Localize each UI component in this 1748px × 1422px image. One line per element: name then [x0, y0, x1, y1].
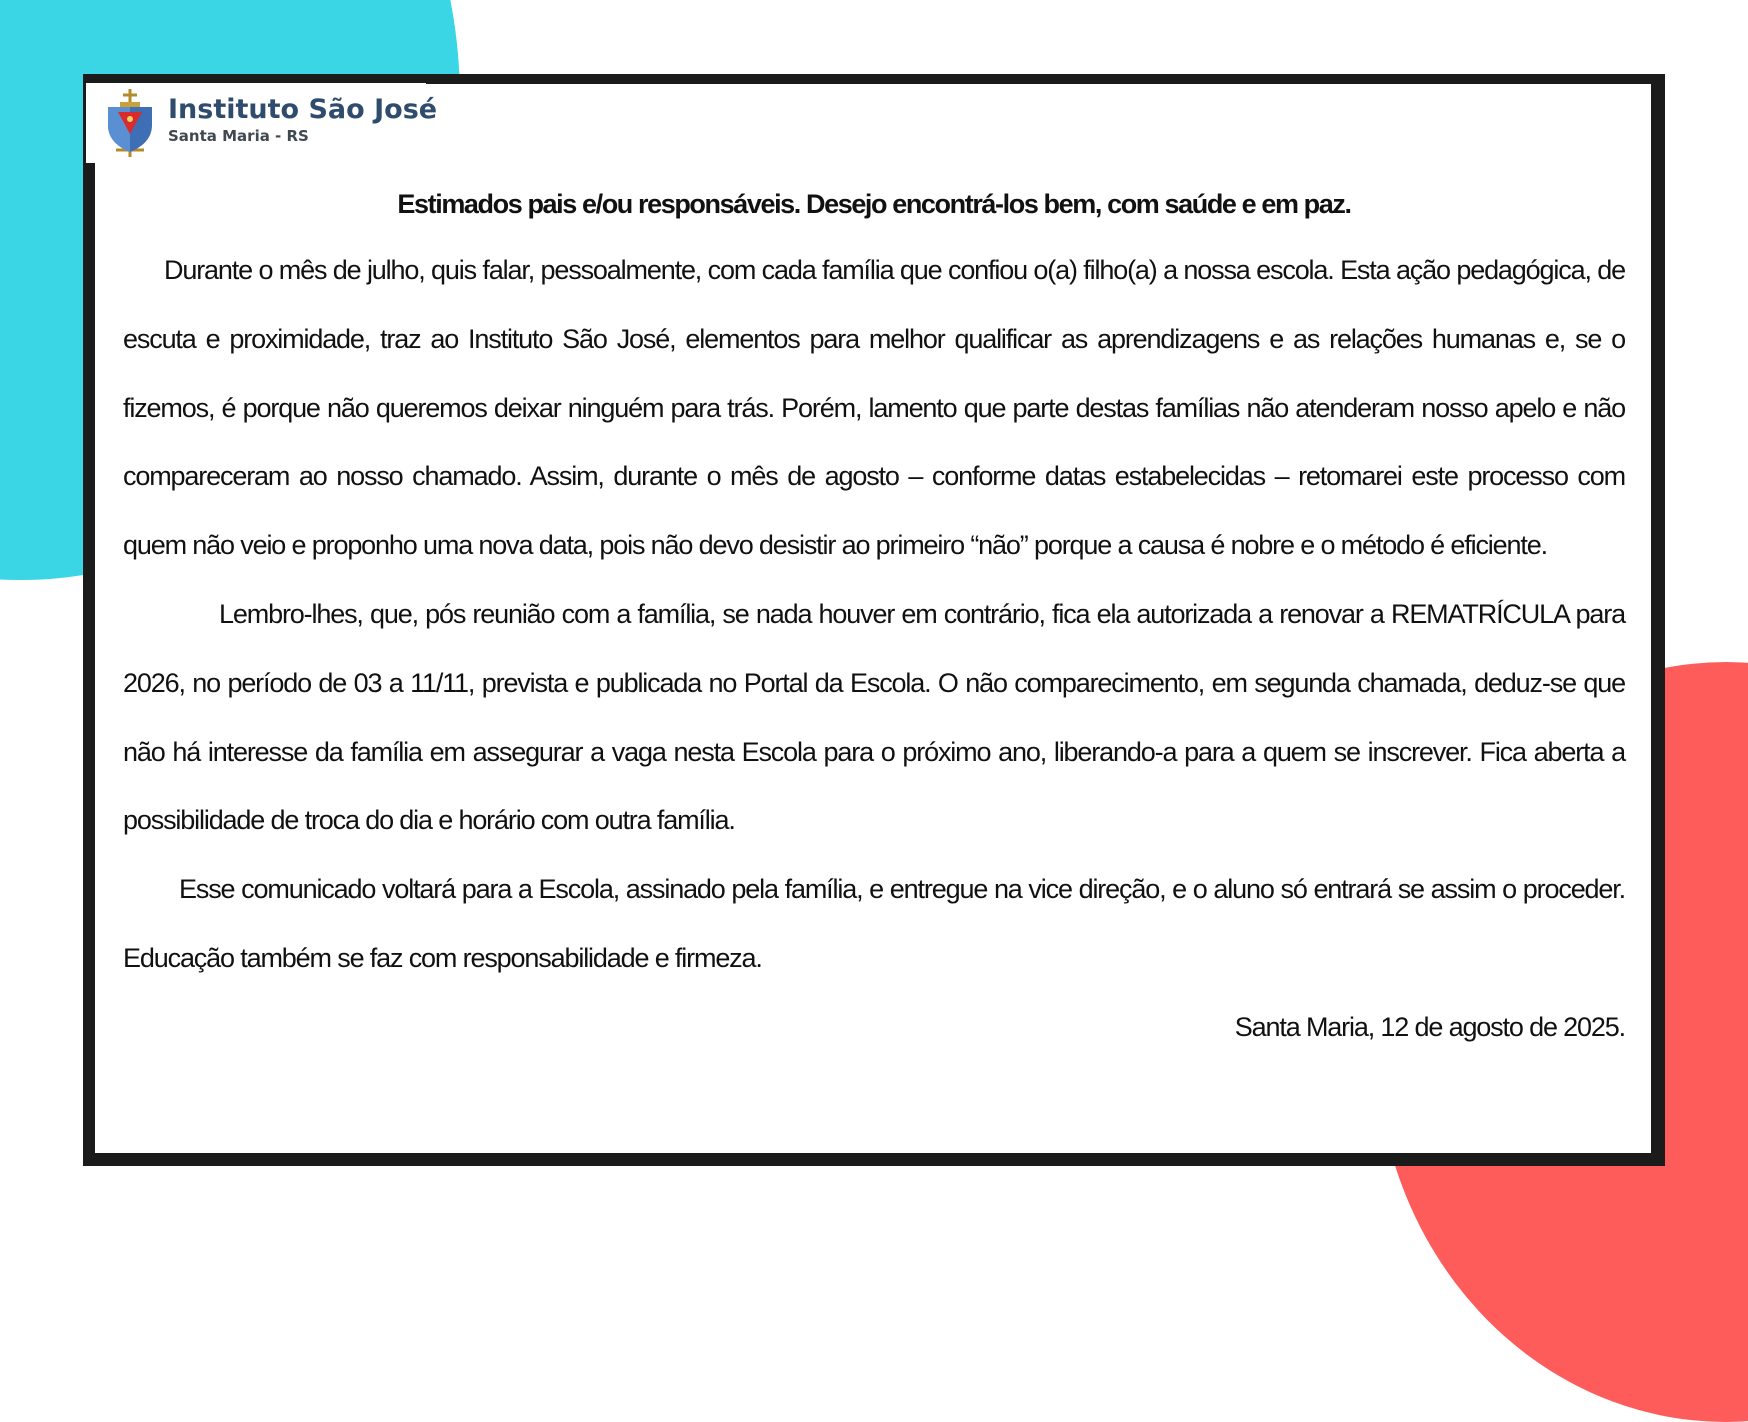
letter-body	[123, 178, 1625, 1062]
letter-paragraph-3: Esse comunicado voltará para a Escola, assinado pela família, e entregue na vice direção, e o aluno só entrará se assim o proceder. Educação também se faz com responsabilidade e firmeza.	[123, 874, 1625, 973]
school-logo	[86, 83, 438, 163]
letter-paragraph-1: Durante o mês de julho, quis falar, pessoalmente, com cada família que confiou o(a) filho(a) a nossa escola. Esta ação pedagógica, de escuta e proximidade, traz ao Instituto São José, elementos para melhor qualificar as aprendizagens e as relações humanas e, se o fizemos, é porque não queremos deixar ninguém para trás. Porém, lamento que parte destas famílias não atenderam nosso apelo e não compareceram ao nosso chamado. Assim, durante o mês de agosto – conforme datas estabelecidas – retomarei este processo com quem não veio e proponho uma nova data, pois não devo desistir ao primeiro “não” porque a causa é nobre e o método é eficiente.	[123, 255, 1625, 561]
school-location: Santa Maria - RS	[168, 127, 309, 145]
school-name: Instituto São José	[168, 94, 438, 125]
letter-greeting: Estimados pais e/ou responsáveis. Desejo encontrá-los bem, com saúde e em paz.	[397, 189, 1351, 219]
letter-dateline: Santa Maria, 12 de agosto de 2025.	[1234, 1011, 1625, 1042]
crest-icon	[102, 87, 158, 159]
letter-paragraph-2: Lembro-lhes, que, pós reunião com a família, se nada houver em contrário, fica ela autorizada a renovar a REMATRÍCULA para 2026, no período de 03 a 11/11, prevista e publicada no Portal da Escola. O não comparecimento, em segunda chamada, deduz-se que não há interesse da família em assegurar a vaga nesta Escola para o próximo ano, liberando-a para a quem se inscrever. Fica aberta a possibilidade de troca do dia e horário com outra família.	[123, 598, 1625, 836]
